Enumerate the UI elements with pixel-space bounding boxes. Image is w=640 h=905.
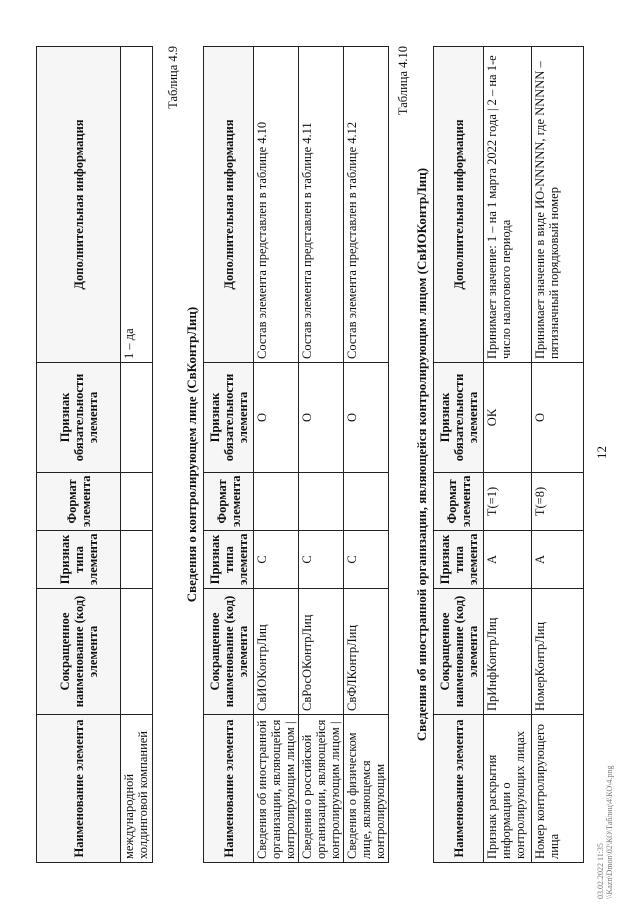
table-row <box>532 47 584 863</box>
table-4-10-block <box>433 46 584 863</box>
stamp-line-1: 03.02.2022 11:35 <box>596 843 605 899</box>
cell-extra: Состав элемента представлен в таблице 4.12 <box>344 47 389 363</box>
cell-short <box>121 589 153 715</box>
cell-type: А <box>484 531 532 589</box>
cell-name: Сведения об иностранной организации, являющейся контролирующим лицом | <box>254 715 299 863</box>
col-header-required: Признак обязательности элемента <box>37 363 121 473</box>
table-row <box>344 47 389 863</box>
col-header-extra: Дополнительная информация <box>37 47 121 363</box>
cell-name: Номер контролирующего лица <box>532 715 584 863</box>
col-header-format: Формат элемента <box>204 473 254 531</box>
caption-4-10: Сведения об иностранной организации, являющейся контролирующим лицом (СвИОКонтрЛиц) <box>414 167 429 742</box>
col-header-extra: Дополнительная информация <box>434 47 484 363</box>
table-row <box>299 47 344 863</box>
cell-required <box>121 363 153 473</box>
col-header-required: Признак обязательности элемента <box>204 363 254 473</box>
cell-type <box>121 531 153 589</box>
cell-type: А <box>532 531 584 589</box>
cell-short: СвРосОКонтрЛиц <box>299 589 344 715</box>
stamp-line-2: \\Kazn\Dmon\02\КО\Таблиц\4\КО\4.png <box>605 765 614 899</box>
col-header-short: Сокращенное наименование (код) элемента <box>204 589 254 715</box>
col-header-name: Наименование элемента <box>37 715 121 863</box>
top-table-block <box>36 46 153 863</box>
cell-format: T(=8) <box>532 473 584 531</box>
cell-extra: 1 – да <box>121 47 153 363</box>
cell-short: СвИОКонтрЛиц <box>254 589 299 715</box>
table-4-9-block <box>203 46 389 863</box>
table-row <box>254 47 299 863</box>
cell-format <box>121 473 153 531</box>
col-header-short: Сокращенное наименование (код) элемента <box>434 589 484 715</box>
col-header-name: Наименование элемента <box>434 715 484 863</box>
cell-short: СвФЛКонтрЛиц <box>344 589 389 715</box>
cell-required: О <box>344 363 389 473</box>
table-4-9 <box>203 46 389 863</box>
cell-short: НомерКонтрЛиц <box>532 589 584 715</box>
cell-type: С <box>299 531 344 589</box>
cell-name: международной холдинговой компанией <box>121 715 153 863</box>
cell-extra: Состав элемента представлен в таблице 4.11 <box>299 47 344 363</box>
col-header-format: Формат элемента <box>37 473 121 531</box>
col-header-type: Признак типа элемента <box>434 531 484 589</box>
cell-name: Сведения о российской организации, являющейся контролирующим лицом | <box>299 715 344 863</box>
col-header-required: Признак обязательности элемента <box>434 363 484 473</box>
caption-4-9: Сведения о контролирующем лице (СвКонтрЛиц) <box>184 306 199 603</box>
cell-format: T(=1) <box>484 473 532 531</box>
cell-required: ОК <box>484 363 532 473</box>
cell-required: О <box>299 363 344 473</box>
cell-extra: Состав элемента представлен в таблице 4.10 <box>254 47 299 363</box>
col-header-extra: Дополнительная информация <box>204 47 254 363</box>
cell-required: О <box>254 363 299 473</box>
file-stamp <box>596 766 614 899</box>
cell-name: Признак раскрытия информации о контролирующих лицах <box>484 715 532 863</box>
col-header-format: Формат элемента <box>434 473 484 531</box>
cell-short: ПрИнфКонтрЛиц <box>484 589 532 715</box>
cell-required: О <box>532 363 584 473</box>
top-table <box>36 46 153 863</box>
table-4-10 <box>433 46 584 863</box>
table-label-4-9: Таблица 4.9 <box>166 46 180 109</box>
cell-format <box>344 473 389 531</box>
cell-format <box>299 473 344 531</box>
table-row <box>121 47 153 863</box>
col-header-name: Наименование элемента <box>204 715 254 863</box>
page-number: 12 <box>594 446 609 459</box>
col-header-short: Сокращенное наименование (код) элемента <box>37 589 121 715</box>
cell-extra: Принимает значение: 1 – на 1 марта 2022 года | 2 – на 1-е число налогового периода <box>484 47 532 363</box>
table-row <box>484 47 532 863</box>
cell-type: С <box>254 531 299 589</box>
table-label-4-10: Таблица 4.10 <box>396 46 410 116</box>
col-header-type: Признак типа элемента <box>204 531 254 589</box>
cell-name: Сведения о физическом лице, являющемся контролирующим <box>344 715 389 863</box>
cell-extra: Принимает значение в виде ИО-NNNNN, где NNNNN – пятизначный порядковый номер <box>532 47 584 363</box>
cell-type: С <box>344 531 389 589</box>
col-header-type: Признак типа элемента <box>37 531 121 589</box>
cell-format <box>254 473 299 531</box>
